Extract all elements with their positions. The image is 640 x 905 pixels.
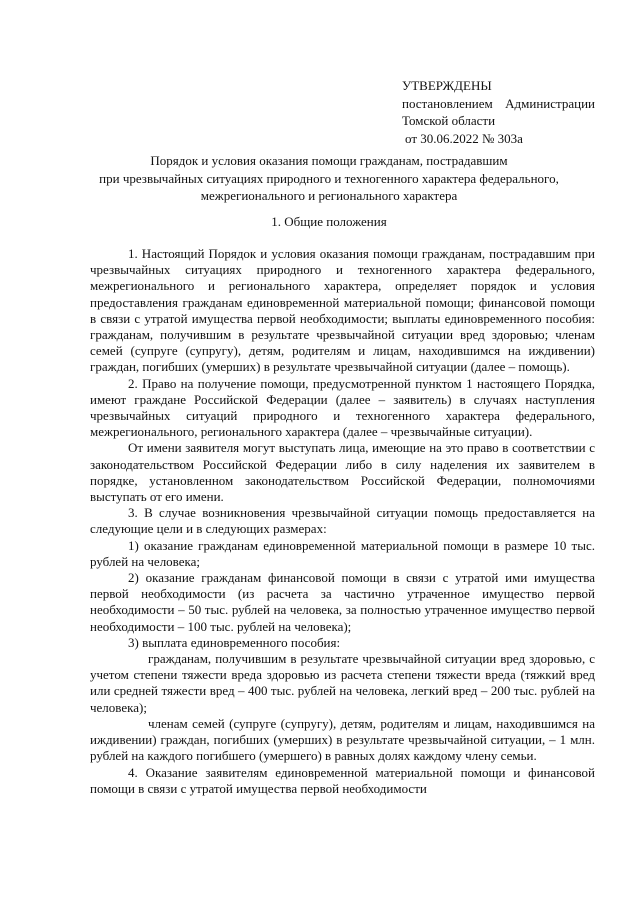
paragraph-4: 4. Оказание заявителям единовременной материальной помощи и финансовой помощи в связи с утратой имущества первой необходимости (90, 764, 595, 796)
list-item-3-3-health: гражданам, получившим в результате чрезвычайной ситуации вред здоровью, с учетом степени тяжести вреда здоровью из расчета степени тяжести вреда (тяжкий вред или средней тяжести вред – 400 тыс. рублей на человека, легкий вред – 200 тыс. рублей на человека); (90, 651, 595, 715)
approval-authority-line (402, 95, 595, 113)
approval-authority-word-2: Администрации (505, 95, 595, 111)
approval-stamp (402, 77, 602, 147)
paragraph-2: 2. Право на получение помощи, предусмотренной пунктом 1 настоящего Порядка, имеют граждане Российской Федерации (далее – заявитель) в случаях наступления чрезвычайных ситуаций природного и техногенного характера федерального, межрегионального, регионального характера (далее – чрезвычайные ситуации). (90, 375, 595, 440)
paragraph-3: 3. В случае возникновения чрезвычайной ситуации помощь предоставляется на следующие цели и в следующих размерах: (90, 505, 595, 537)
list-item-3-2: 2) оказание гражданам финансовой помощи в связи с утратой ими имущества первой необходимости (из расчета за частично утраченное имущество первой необходимости – 50 тыс. рублей на человека, за полностью утраченное имущество первой необходимости – 100 тыс. рублей на человека); (90, 570, 595, 634)
document-body (90, 246, 595, 797)
document-title-line-2: при чрезвычайных ситуациях природного и техногенного характера федерального, (99, 170, 559, 186)
list-item-3-3: 3) выплата единовременного пособия: (128, 634, 341, 650)
approval-heading: УТВЕРЖДЕНЫ (402, 78, 492, 93)
document-title (60, 152, 598, 205)
approval-date-number: от 30.06.2022 № 303а (405, 130, 523, 146)
document-title-line-3: межрегионального и регионального характера (200, 188, 458, 203)
list-item-3-1: 1) оказание гражданам единовременной материальной помощи в размере 10 тыс. рублей на человека; (90, 537, 595, 569)
document-title-line-1: Порядок и условия оказания помощи гражданам, пострадавшим (150, 153, 508, 168)
list-item-3-3-families: членам семей (супруге (супругу), детям, родителям и лицам, находившимся на иждивении) граждан, погибших (умерших) в результате чрезвычайной ситуации, – 1 млн. рублей на каждого погибшего (умершего) в равных долях каждому члену семьи. (90, 715, 595, 764)
approval-authority-word-1: постановлением (402, 95, 493, 111)
paragraph-1: 1. Настоящий Порядок и условия оказания помощи гражданам, пострадавшим при чрезвычайных ситуациях природного и техногенного характера федерального, межрегионального и регионального характера, определяет порядок и условия предоставления гражданам единовременной материальной помощи; финансовой помощи в связи с утратой имущества первой необходимости; выплаты единовременного пособия: гражданам, получившим в результате чрезвычайной ситуации вред здоровью; членам семей (супруге (супругу), детям, родителям и лицам, находившимся на иждивении) граждан, погибших (умерших) в результате чрезвычайной ситуации (далее – помощь). (90, 246, 595, 375)
paragraph-2-representatives: От имени заявителя могут выступать лица, имеющие на это право в соответствии с законодательством Российской Федерации либо в силу наделения их заявителем в порядке, установленном законодательством Российской Федерации, полномочиями выступать от его имени. (90, 440, 595, 505)
approval-region: Томской области (402, 113, 496, 128)
section-heading: 1. Общие положения (271, 214, 387, 229)
